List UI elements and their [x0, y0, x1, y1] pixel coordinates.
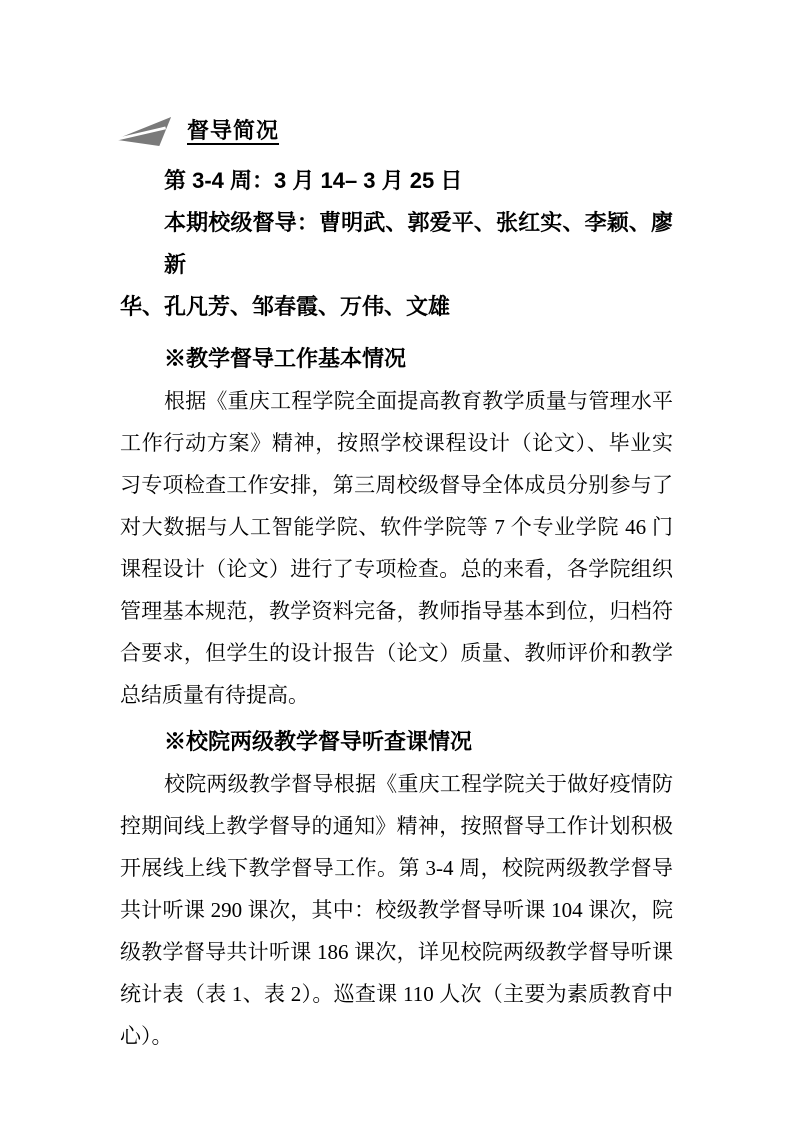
text-line: 华、孔凡芳、邹春霞、万伟、文雄	[120, 294, 451, 319]
text-line: 课程设计（论文）进行了专项检查。总的来看，各学院组织	[120, 557, 673, 581]
text-line: 习专项检查工作安排，第三周校级督导全体成员分别参与了	[120, 473, 673, 497]
section-body	[120, 380, 673, 716]
text-line: 工作行动方案》精神，按照学校课程设计（论文）、毕业实	[120, 431, 673, 455]
document-header	[114, 114, 673, 148]
paper-plane-icon	[114, 115, 172, 148]
text-line: 根据《重庆工程学院全面提高教育教学质量与管理水平	[164, 389, 673, 413]
text-line: 控期间线上教学督导的通知》精神，按照督导工作计划积极	[120, 814, 673, 838]
text-line: 心）。	[120, 1024, 173, 1048]
text-line: 第 3-4 周：3 月 14– 3 月 25 日	[164, 168, 463, 193]
text-line: 统计表（表 1、表 2）。巡查课 110 人次（主要为素质教育中	[120, 982, 673, 1006]
section-heading: ※教学督导工作基本情况	[164, 346, 407, 371]
text-line: 本期校级督导：曹明武、郭爱平、张红实、李颖、廖新	[164, 210, 673, 277]
text-line: 总结质量有待提高。	[120, 683, 309, 707]
text-line: 校院两级教学督导根据《重庆工程学院关于做好疫情防	[164, 772, 673, 796]
text-line: 开展线上线下教学督导工作。第 3-4 周，校院两级教学督导	[120, 856, 673, 880]
section-teaching-supervision-basics	[120, 338, 673, 716]
text-line: 合要求，但学生的设计报告（论文）质量、教师评价和教学	[120, 641, 673, 665]
section-body	[120, 763, 673, 1057]
page-title: 督导简况	[187, 118, 280, 143]
section-class-observation	[120, 721, 673, 1057]
supervision-meta-block	[120, 160, 673, 328]
section-heading: ※校院两级教学督导听查课情况	[164, 729, 473, 754]
text-line: 对大数据与人工智能学院、软件学院等 7 个专业学院 46 门	[120, 515, 673, 539]
text-line: 共计听课 290 课次，其中：校级教学督导听课 104 课次，院	[120, 898, 673, 922]
text-line: 级教学督导共计听课 186 课次，详见校院两级教学督导听课	[120, 940, 673, 964]
text-line: 管理基本规范，教学资料完备，教师指导基本到位，归档符	[120, 599, 673, 623]
